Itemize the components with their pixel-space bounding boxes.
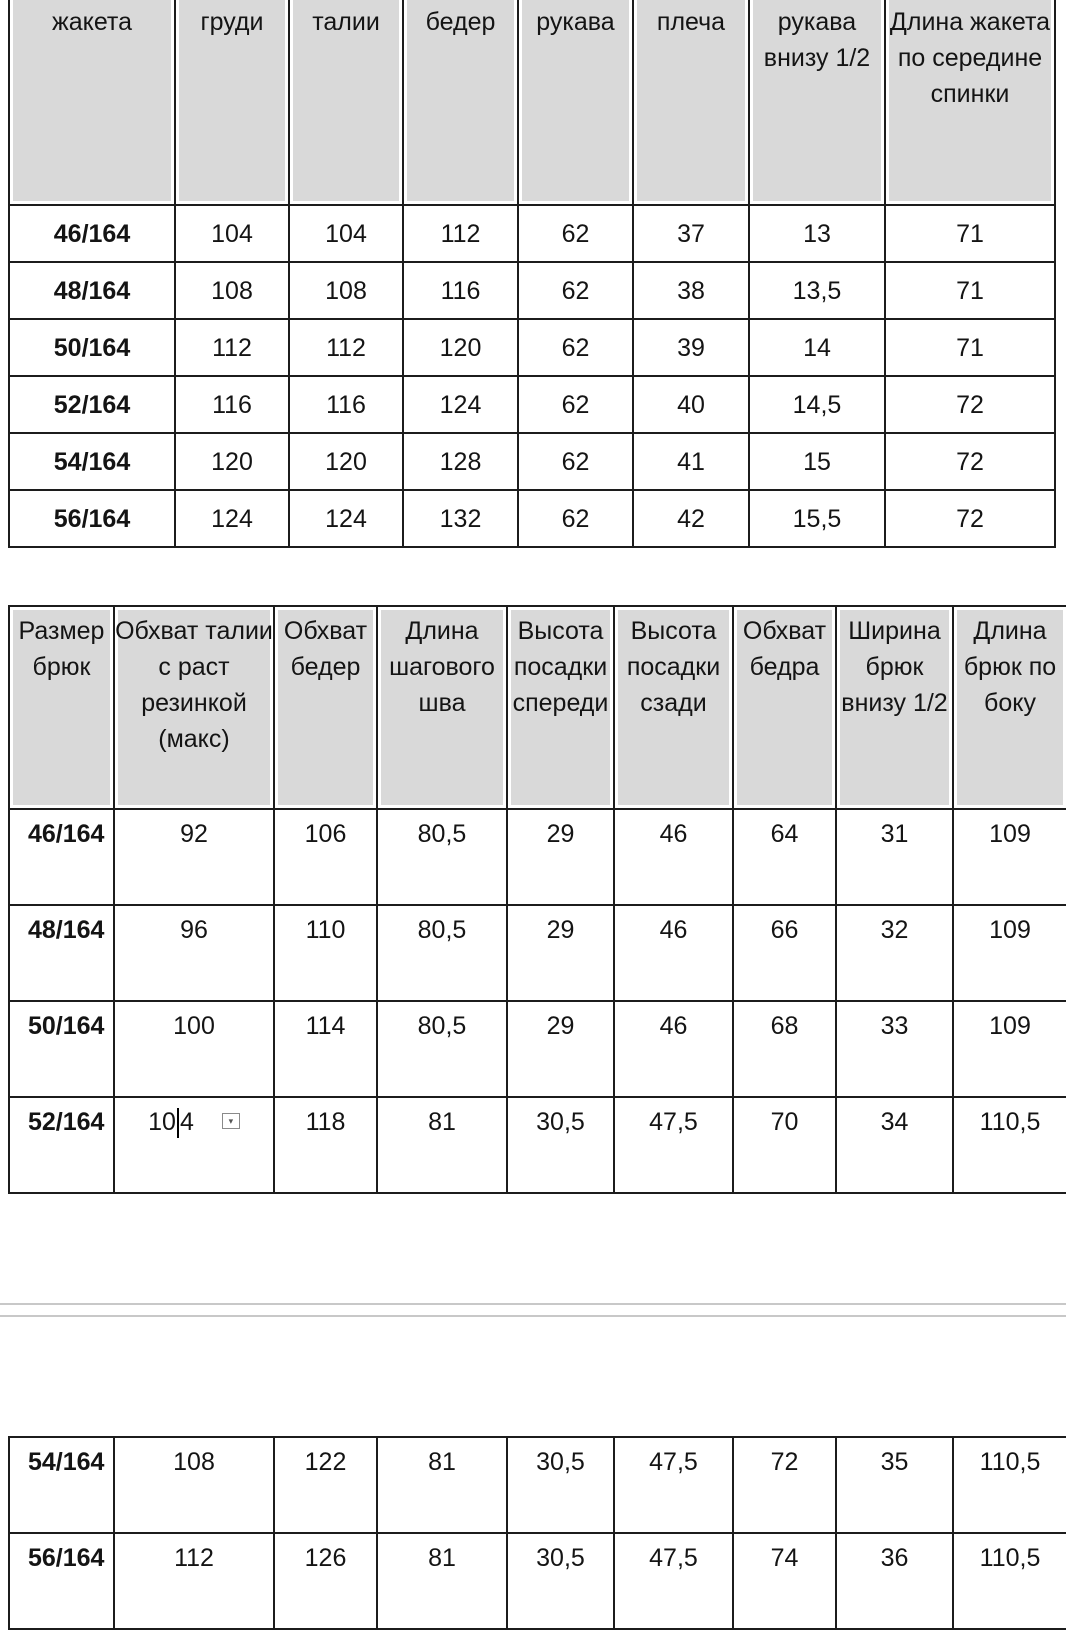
waist-cell[interactable]: 92 — [114, 809, 274, 905]
side-length-cell[interactable]: 110,5 — [953, 1533, 1066, 1629]
jacket-length-cell[interactable]: 72 — [885, 433, 1055, 490]
jacket-size-cell[interactable]: 46/164 — [9, 205, 175, 262]
jacket-size-cell[interactable]: 48/164 — [9, 262, 175, 319]
side-length-cell[interactable]: 109 — [953, 905, 1066, 1001]
jacket-header-waist: талии — [289, 0, 403, 205]
front-rise-cell[interactable]: 30,5 — [507, 1097, 614, 1193]
back-rise-cell[interactable]: 46 — [614, 905, 733, 1001]
jacket-size-cell[interactable]: 50/164 — [9, 319, 175, 376]
pants-size-cell[interactable]: 48/164 — [9, 905, 114, 1001]
hips-cell[interactable]: 116 — [403, 262, 518, 319]
thigh-cell[interactable]: 66 — [733, 905, 836, 1001]
shoulder-cell[interactable]: 39 — [633, 319, 749, 376]
pants-size-cell[interactable]: 52/164 — [9, 1097, 114, 1193]
chest-cell[interactable]: 108 — [175, 262, 289, 319]
jacket-length-cell[interactable]: 71 — [885, 205, 1055, 262]
waist-cell[interactable]: 116 — [289, 376, 403, 433]
shoulder-cell[interactable]: 37 — [633, 205, 749, 262]
waist-cell[interactable]: 112 — [114, 1533, 274, 1629]
hips-cell[interactable]: 112 — [403, 205, 518, 262]
jacket-header-sleeve-width: рукава внизу 1/2 — [749, 0, 885, 205]
jacket-size-table — [8, 0, 1056, 548]
jacket-table-row — [9, 376, 1055, 433]
pants-header-back-rise: Высота посадки сзади — [614, 606, 733, 809]
waist-cell[interactable]: 96 — [114, 905, 274, 1001]
sleeve-width-cell[interactable]: 13 — [749, 205, 885, 262]
shoulder-cell[interactable]: 41 — [633, 433, 749, 490]
hips-cell[interactable]: 118 — [274, 1097, 377, 1193]
waist-cell[interactable]: 120 — [289, 433, 403, 490]
thigh-cell[interactable]: 64 — [733, 809, 836, 905]
waist-cell[interactable]: 100 — [114, 1001, 274, 1097]
side-length-cell[interactable]: 110,5 — [953, 1437, 1066, 1533]
sleeve-length-cell[interactable]: 62 — [518, 319, 633, 376]
jacket-header-length: Длина жакета по середине спинки — [885, 0, 1055, 205]
sleeve-width-cell[interactable]: 14,5 — [749, 376, 885, 433]
chest-cell[interactable]: 104 — [175, 205, 289, 262]
side-length-cell[interactable]: 110,5 — [953, 1097, 1066, 1193]
pants-size-cell[interactable]: 54/164 — [9, 1437, 114, 1533]
pants-header-row — [9, 606, 1066, 809]
pants-size-cell[interactable]: 46/164 — [9, 809, 114, 905]
jacket-header-chest: груди — [175, 0, 289, 205]
waist-cell[interactable]: 112 — [289, 319, 403, 376]
jacket-header-row — [9, 0, 1055, 205]
shoulder-cell[interactable]: 42 — [633, 490, 749, 547]
pants-header-waist: Обхват талии с раст резинкой (макс) — [114, 606, 274, 809]
hem-width-cell[interactable]: 35 — [836, 1437, 953, 1533]
sleeve-width-cell[interactable]: 15 — [749, 433, 885, 490]
sleeve-width-cell[interactable]: 13,5 — [749, 262, 885, 319]
waist-cell[interactable] — [114, 1097, 274, 1193]
pants-header-side-length: Длина брюк по боку — [953, 606, 1066, 809]
pants-header-front-rise: Высота посадки спереди — [507, 606, 614, 809]
front-rise-cell[interactable]: 29 — [507, 809, 614, 905]
jacket-header-sleeve-length: рукава — [518, 0, 633, 205]
jacket-length-cell[interactable]: 71 — [885, 262, 1055, 319]
page-break-line — [0, 1315, 1066, 1317]
dropdown-arrow-icon[interactable]: ▾ — [222, 1113, 240, 1129]
hips-cell[interactable]: 124 — [403, 376, 518, 433]
text-cursor — [177, 1108, 179, 1138]
thigh-cell[interactable]: 70 — [733, 1097, 836, 1193]
jacket-table-row — [9, 490, 1055, 547]
jacket-length-cell[interactable]: 71 — [885, 319, 1055, 376]
thigh-cell[interactable]: 68 — [733, 1001, 836, 1097]
sleeve-width-cell[interactable]: 15,5 — [749, 490, 885, 547]
pants-table-row — [9, 1533, 1066, 1629]
pants-table-row — [9, 809, 1066, 905]
pants-size-table — [8, 605, 1066, 1194]
chest-cell[interactable]: 120 — [175, 433, 289, 490]
inseam-cell[interactable]: 80,5 — [377, 1001, 507, 1097]
jacket-table-row — [9, 262, 1055, 319]
thigh-cell[interactable]: 74 — [733, 1533, 836, 1629]
jacket-size-cell[interactable]: 54/164 — [9, 433, 175, 490]
inseam-cell[interactable]: 81 — [377, 1533, 507, 1629]
front-rise-cell[interactable]: 30,5 — [507, 1437, 614, 1533]
pants-header-thigh: Обхват бедра — [733, 606, 836, 809]
sleeve-length-cell[interactable]: 62 — [518, 205, 633, 262]
jacket-size-cell[interactable]: 56/164 — [9, 490, 175, 547]
shoulder-cell[interactable]: 38 — [633, 262, 749, 319]
waist-cell[interactable]: 104 — [289, 205, 403, 262]
pants-table-row — [9, 1097, 1066, 1193]
pants-header-hem-width: Ширина брюк внизу 1/2 — [836, 606, 953, 809]
pants-header-hips: Обхват бедер — [274, 606, 377, 809]
waist-cell[interactable]: 108 — [289, 262, 403, 319]
sleeve-length-cell[interactable]: 62 — [518, 490, 633, 547]
hips-cell[interactable]: 120 — [403, 319, 518, 376]
sleeve-length-cell[interactable]: 62 — [518, 376, 633, 433]
pants-table-row — [9, 1437, 1066, 1533]
jacket-size-cell[interactable]: 52/164 — [9, 376, 175, 433]
hem-width-cell[interactable]: 36 — [836, 1533, 953, 1629]
front-rise-cell[interactable]: 29 — [507, 1001, 614, 1097]
waist-cell[interactable]: 124 — [289, 490, 403, 547]
pants-size-cell[interactable]: 50/164 — [9, 1001, 114, 1097]
hips-cell[interactable]: 106 — [274, 809, 377, 905]
shoulder-cell[interactable]: 40 — [633, 376, 749, 433]
chest-cell[interactable]: 116 — [175, 376, 289, 433]
thigh-cell[interactable]: 72 — [733, 1437, 836, 1533]
chest-cell[interactable]: 112 — [175, 319, 289, 376]
pants-table-row — [9, 905, 1066, 1001]
jacket-table-row — [9, 433, 1055, 490]
pants-header-inseam: Длина шагового шва — [377, 606, 507, 809]
pants-header-size: Размер брюк — [9, 606, 114, 809]
hips-cell[interactable]: 126 — [274, 1533, 377, 1629]
pants-size-cell[interactable]: 56/164 — [9, 1533, 114, 1629]
front-rise-cell[interactable]: 29 — [507, 905, 614, 1001]
hips-cell[interactable]: 110 — [274, 905, 377, 1001]
hem-width-cell[interactable]: 31 — [836, 809, 953, 905]
sleeve-length-cell[interactable]: 62 — [518, 262, 633, 319]
inseam-cell[interactable]: 81 — [377, 1437, 507, 1533]
sleeve-length-cell[interactable]: 62 — [518, 433, 633, 490]
back-rise-cell[interactable]: 46 — [614, 809, 733, 905]
inseam-cell[interactable]: 81 — [377, 1097, 507, 1193]
back-rise-cell[interactable]: 47,5 — [614, 1533, 733, 1629]
back-rise-cell[interactable]: 47,5 — [614, 1437, 733, 1533]
jacket-table-row — [9, 205, 1055, 262]
jacket-header-size: жакета — [9, 0, 175, 205]
hips-cell[interactable]: 122 — [274, 1437, 377, 1533]
jacket-header-shoulder: плеча — [633, 0, 749, 205]
jacket-table-row — [9, 319, 1055, 376]
jacket-length-cell[interactable]: 72 — [885, 490, 1055, 547]
cell-value-part: 4 — [179, 1108, 194, 1136]
back-rise-cell[interactable]: 46 — [614, 1001, 733, 1097]
page-break-line — [0, 1303, 1066, 1305]
cell-value-part: 10 — [148, 1108, 176, 1136]
jacket-length-cell[interactable]: 72 — [885, 376, 1055, 433]
hips-cell[interactable]: 114 — [274, 1001, 377, 1097]
pants-table-row — [9, 1001, 1066, 1097]
inseam-cell[interactable]: 80,5 — [377, 809, 507, 905]
pants-size-table-continued — [8, 1436, 1066, 1630]
chest-cell[interactable]: 124 — [175, 490, 289, 547]
side-length-cell[interactable]: 109 — [953, 809, 1066, 905]
back-rise-cell[interactable]: 47,5 — [614, 1097, 733, 1193]
inseam-cell[interactable]: 80,5 — [377, 905, 507, 1001]
hips-cell[interactable]: 128 — [403, 433, 518, 490]
hem-width-cell[interactable]: 34 — [836, 1097, 953, 1193]
hips-cell[interactable]: 132 — [403, 490, 518, 547]
waist-cell[interactable]: 108 — [114, 1437, 274, 1533]
hem-width-cell[interactable]: 32 — [836, 905, 953, 1001]
side-length-cell[interactable]: 109 — [953, 1001, 1066, 1097]
front-rise-cell[interactable]: 30,5 — [507, 1533, 614, 1629]
jacket-header-hips: бедер — [403, 0, 518, 205]
hem-width-cell[interactable]: 33 — [836, 1001, 953, 1097]
sleeve-width-cell[interactable]: 14 — [749, 319, 885, 376]
